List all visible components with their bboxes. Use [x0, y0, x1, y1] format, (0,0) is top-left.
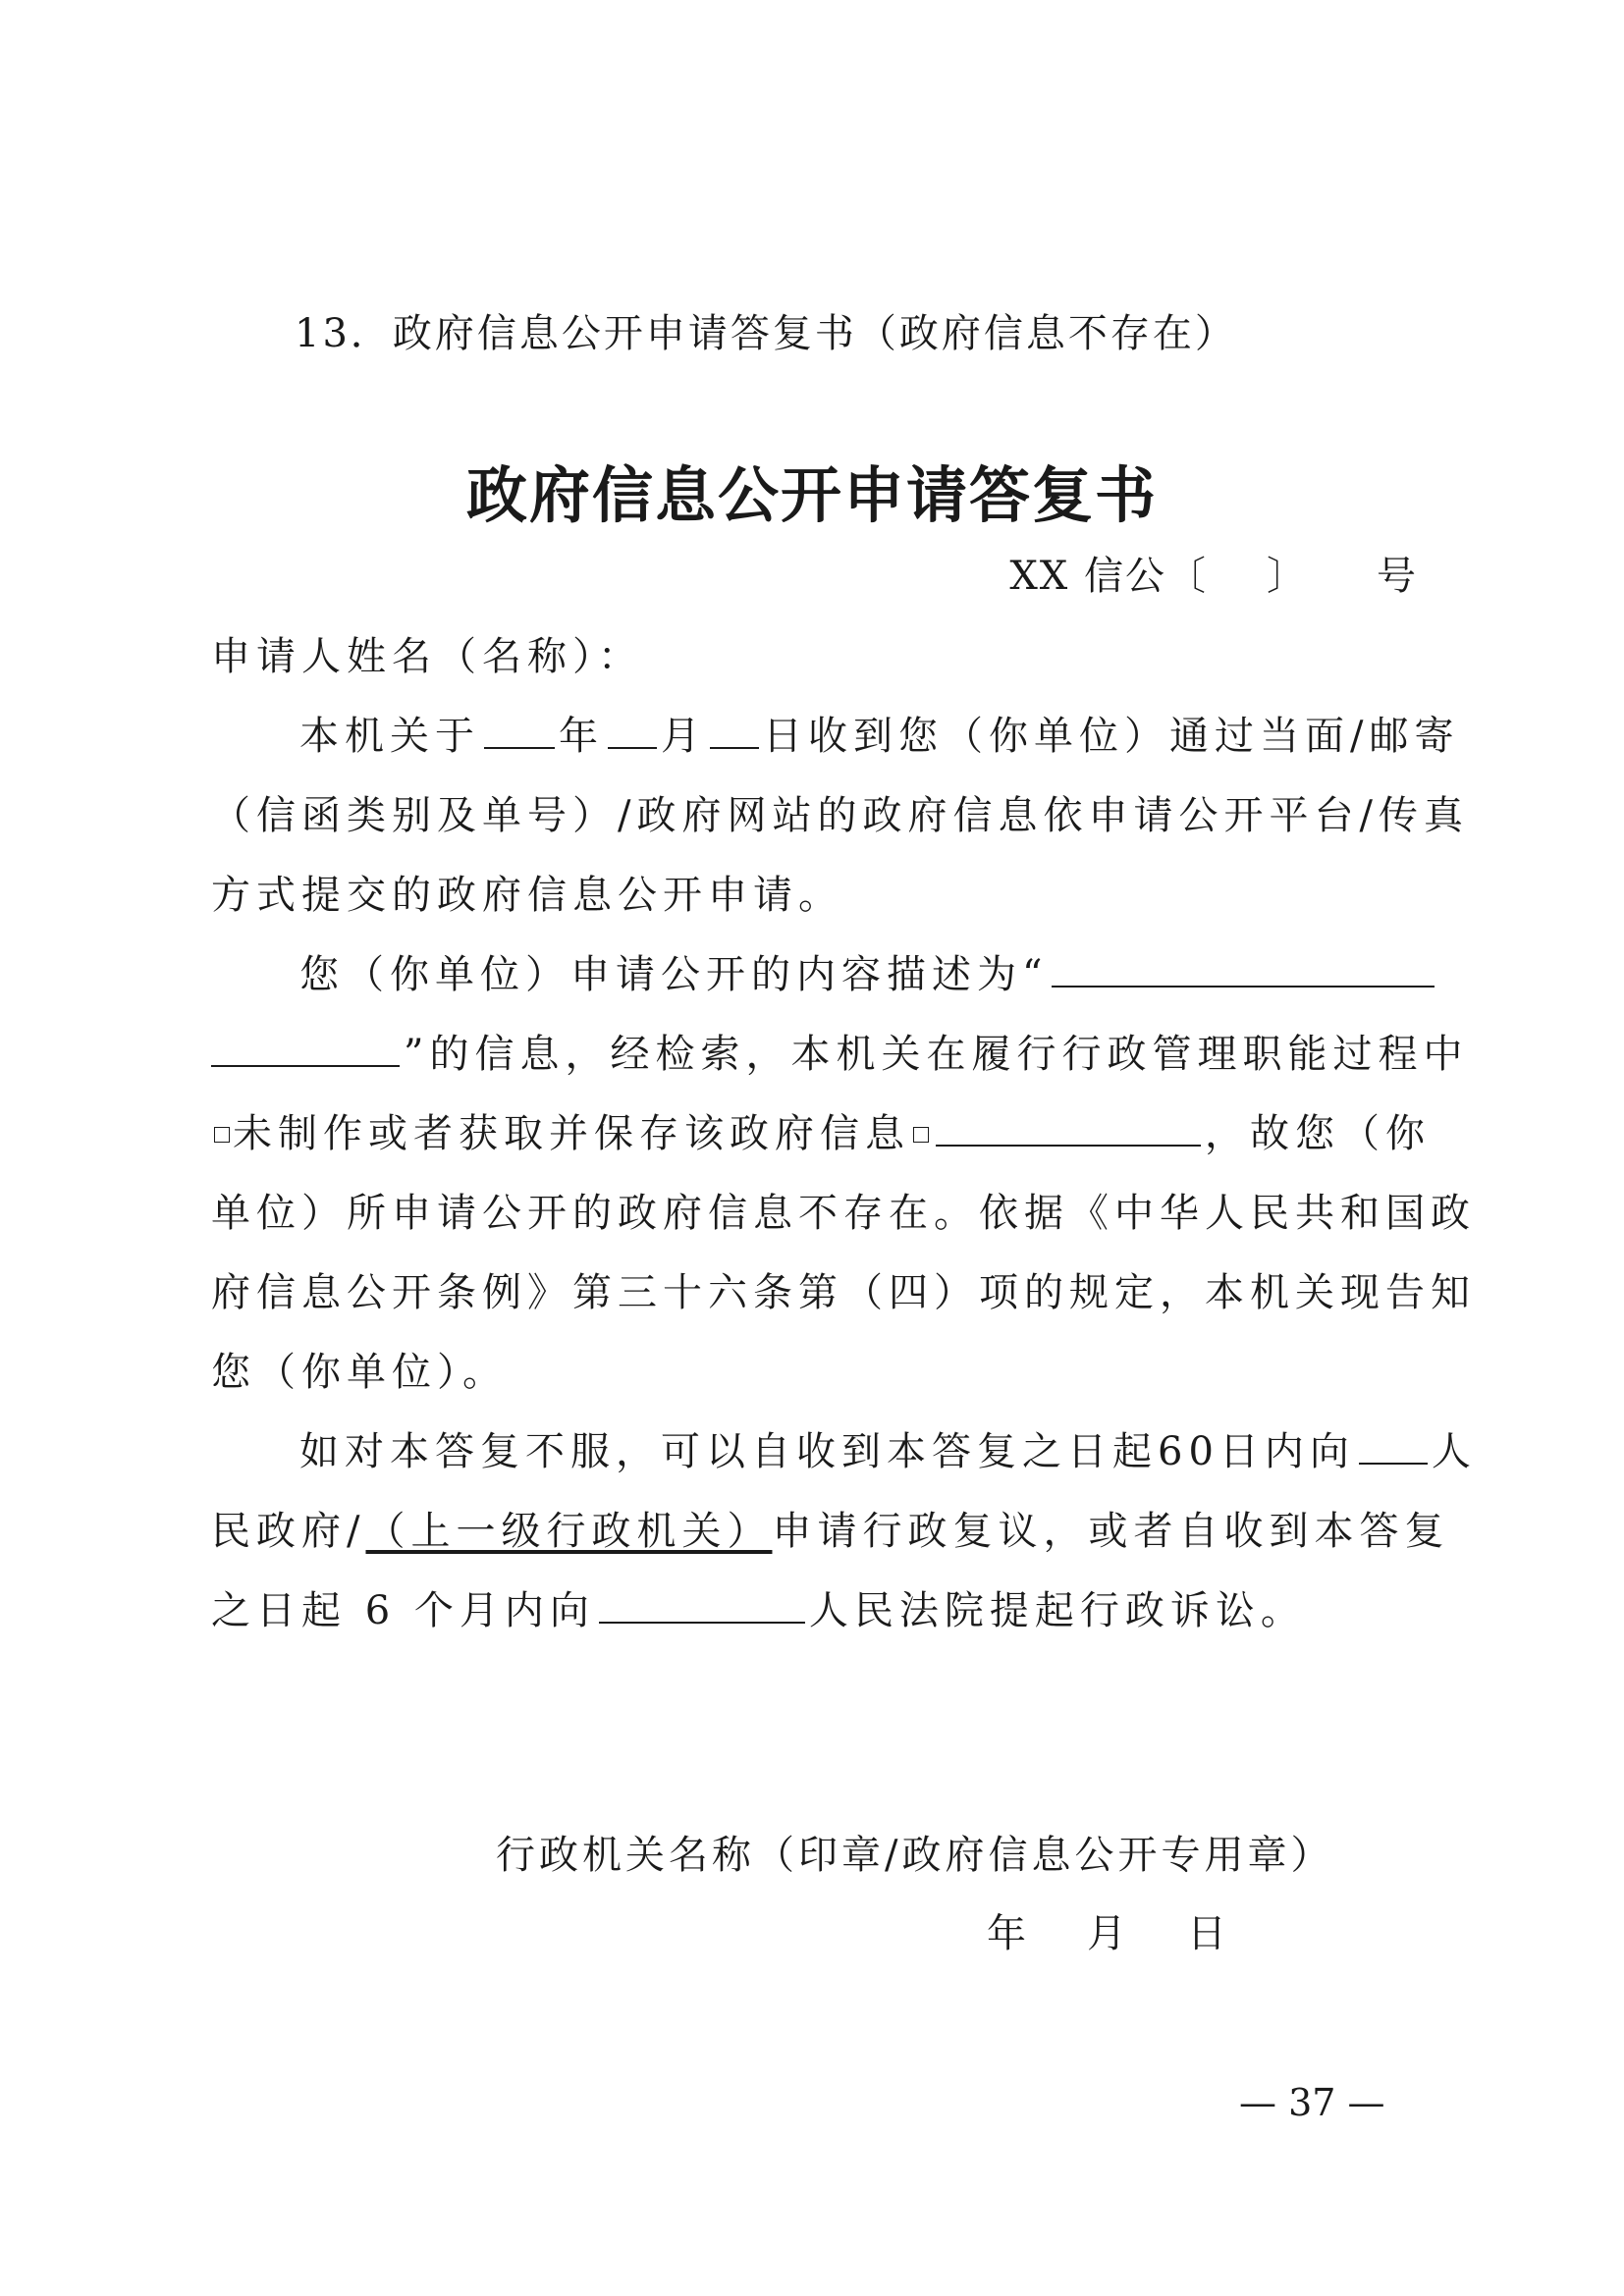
doc-number-suffix: 号: [1377, 554, 1418, 599]
para2-line2: ”的信息，经检索，本机关在履行行政管理职能过程中: [211, 1023, 1468, 1079]
year-blank: [484, 718, 555, 749]
para2-line4: 单位）所申请公开的政府信息不存在。依据《中华人民共和国政: [211, 1191, 1476, 1236]
para1-line3: 方式提交的政府信息公开申请。: [211, 873, 843, 918]
court-blank: [599, 1592, 805, 1624]
section-heading: 13．政府信息公开申请答复书（政府信息不存在）: [295, 311, 1237, 356]
content-description-blank-cont: [211, 1036, 400, 1067]
para1-line2: （信函类别及单号）/政府网站的政府信息依申请公开平台/传真: [211, 793, 1469, 838]
government-blank: [1359, 1433, 1428, 1465]
doc-number-prefix: XX 信公〔: [1009, 554, 1208, 599]
checkbox-icon: [913, 1127, 929, 1143]
signature-date: 年 月 日: [987, 1911, 1226, 1956]
checkbox-icon: [214, 1127, 230, 1143]
para2-line5: 府信息公开条例》第三十六条第（四）项的规定，本机关现告知: [211, 1270, 1476, 1315]
para3-line1: 如对本答复不服，可以自收到本答复之日起60日内向 人: [299, 1429, 1477, 1474]
document-title: 政府信息公开申请答复书: [465, 459, 1158, 531]
agency-signature: 行政机关名称（印章/政府信息公开专用章）: [496, 1833, 1334, 1878]
day-blank: [710, 718, 759, 749]
para2-line6: 您（你单位）。: [211, 1350, 508, 1395]
page-number: — 37 —: [1239, 2081, 1385, 2124]
superior-agency-field: （上一级行政机关）: [365, 1509, 773, 1554]
reason-blank: [936, 1115, 1201, 1147]
para3-line2: 民政府/（上一级行政机关）申请行政复议，或者自收到本答复: [211, 1509, 1450, 1554]
doc-number-close: 〕: [1267, 554, 1308, 599]
para2-line3: 未制作或者获取并保存该政府信息 ，故您（你: [211, 1102, 1431, 1158]
document-number: [1009, 545, 1418, 601]
para3-line3: 之日起 6 个月内向 人民法院提起行政诉讼。: [211, 1588, 1306, 1633]
para2-line1: 您（你单位）申请公开的内容描述为“: [299, 943, 1438, 999]
month-blank: [608, 718, 657, 749]
para1-line1: 本机关于 年 月 日收到您（你单位）通过当面/邮寄: [299, 714, 1460, 759]
content-description-blank: [1052, 956, 1435, 988]
applicant-label: 申请人姓名（名称）：: [211, 634, 643, 679]
